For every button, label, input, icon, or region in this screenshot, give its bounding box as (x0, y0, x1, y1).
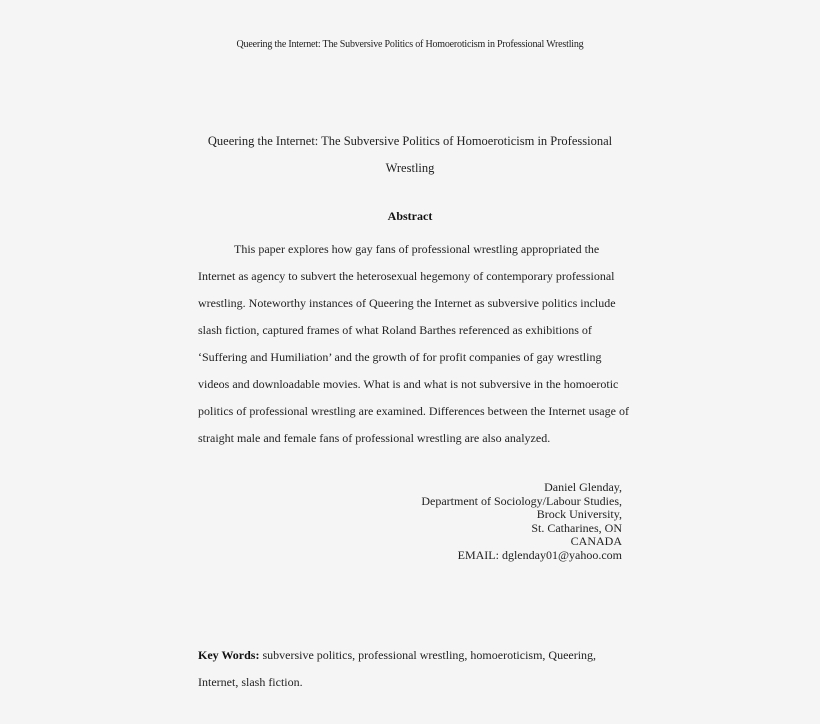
abstract-line: ‘Suffering and Humiliation’ and the growth of for profit companies of gay wrestling (198, 350, 602, 364)
author-city: St. Catharines, ON (531, 520, 622, 535)
abstract-line: videos and downloadable movies. What is and what is not subversive in the homoerotic (198, 377, 619, 391)
author-email: EMAIL: dglenday01@yahoo.com (457, 547, 622, 562)
abstract-body (198, 236, 629, 452)
paper-title (198, 128, 622, 182)
keywords-line: Internet, slash fiction. (198, 675, 303, 689)
abstract-heading: Abstract (387, 209, 433, 223)
keywords-section (198, 642, 628, 696)
keywords-text: subversive politics, professional wrestling, homoeroticism, Queering, (259, 648, 597, 662)
abstract-line: straight male and female fans of professional wrestling are also analyzed. (198, 431, 551, 445)
author-block (421, 481, 622, 563)
author-department: Department of Sociology/Labour Studies, (421, 493, 622, 508)
paper-title-line: Queering the Internet: The Subversive Politics of Homoeroticism in Professional (207, 134, 613, 148)
keywords-label: Key Words: (198, 648, 260, 662)
abstract-line: politics of professional wrestling are examined. Differences between the Internet usage of (198, 404, 629, 418)
paper-title-line: Wrestling (385, 161, 435, 175)
author-name: Daniel Glenday, (544, 480, 622, 494)
running-header: Queering the Internet: The Subversive Politics of Homoeroticism in Professional Wrestling (236, 39, 584, 50)
abstract-line: This paper explores how gay fans of professional wrestling appropriated the (234, 242, 600, 256)
abstract-line: slash fiction, captured frames of what Roland Barthes referenced as exhibitions of (198, 323, 592, 337)
abstract-line: Internet as agency to subvert the heterosexual hegemony of contemporary professional (198, 269, 615, 283)
author-university: Brock University, (536, 507, 622, 522)
keywords-line (198, 642, 628, 669)
abstract-line: wrestling. Noteworthy instances of Queering the Internet as subversive politics include (198, 296, 616, 310)
author-country: CANADA (570, 534, 622, 549)
